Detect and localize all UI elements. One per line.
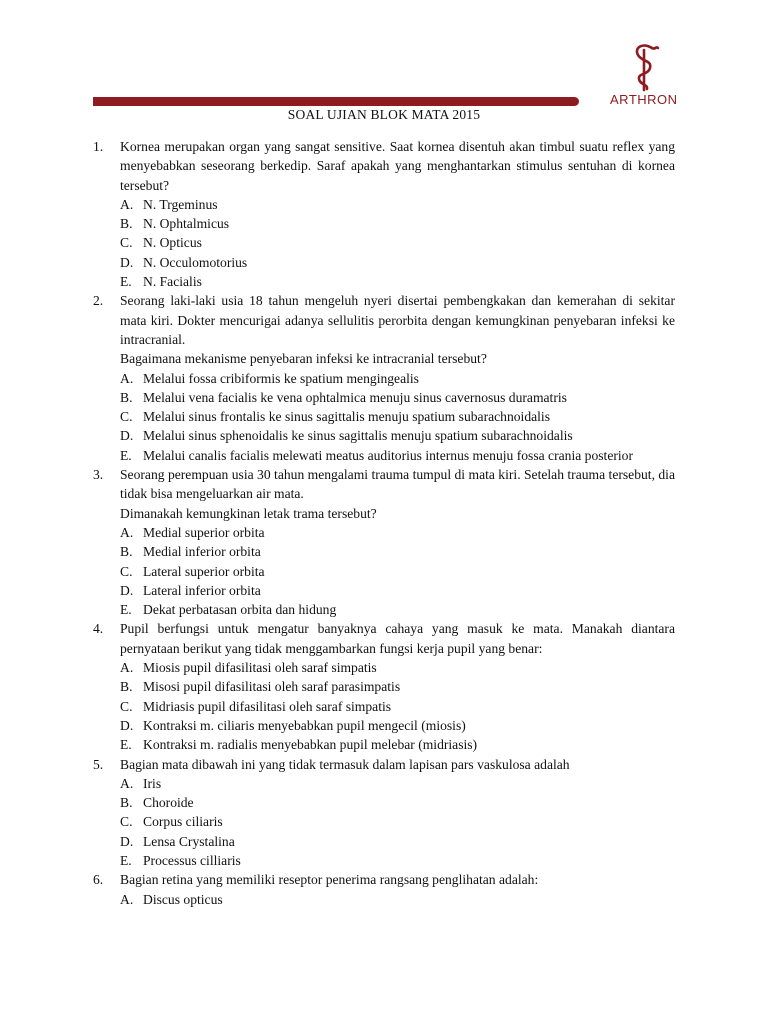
option-text: Iris [143, 775, 162, 791]
question-text: Pupil berfungsi untuk mengatur banyaknya cahaya yang masuk ke mata. Manakah diantara pernyataan berikut yang tidak menggambarkan fungsi kerja pupil yang benar: [120, 621, 675, 656]
answer-option [120, 832, 675, 851]
option-text: N. Ophtalmicus [143, 216, 230, 232]
question-text: Bagian mata dibawah ini yang tidak termasuk dalam lapisan pars vaskulosa adalah [120, 756, 570, 772]
caduceus-icon [622, 40, 666, 92]
option-letter: C. [120, 235, 133, 251]
option-text: Melalui fossa cribiformis ke spatium mengingealis [143, 370, 419, 386]
question-text: Bagaimana mekanisme penyebaran infeksi ke intracranial tersebut? [120, 351, 487, 367]
option-letter: D. [120, 254, 134, 270]
option-letter: D. [120, 833, 134, 849]
option-letter: C. [120, 814, 133, 830]
option-text: Melalui sinus sphenoidalis ke sinus sagittalis menuju spatium subarachnoidalis [143, 428, 573, 444]
option-letter: E. [120, 737, 132, 753]
answer-option [120, 523, 675, 542]
page-title: SOAL UJIAN BLOK MATA 2015 [287, 107, 481, 122]
option-letter: E. [120, 447, 132, 463]
option-text: Medial superior orbita [143, 524, 265, 540]
answer-option [120, 735, 675, 754]
option-list [120, 890, 675, 909]
question-text: Kornea merupakan organ yang sangat sensitive. Saat kornea disentuh akan timbul suatu reflex yang menyebabkan seseorang berkedip. Saraf apakah yang menghantarkan stimulus sentuhan di kornea tersebut? [120, 139, 675, 193]
option-text: Lateral superior orbita [143, 563, 265, 579]
answer-option [120, 890, 675, 909]
question-number: 2. [93, 293, 104, 309]
option-letter: A. [120, 660, 134, 676]
option-letter: E. [120, 274, 132, 290]
option-text: Kontraksi m. radialis menyebabkan pupil melebar (midriasis) [143, 737, 478, 753]
question-list [93, 137, 675, 909]
option-letter: C. [120, 698, 133, 714]
option-text: Dekat perbatasan orbita dan hidung [143, 602, 337, 618]
answer-option [120, 658, 675, 677]
header-rule [93, 97, 579, 106]
option-text: N. Opticus [143, 235, 202, 251]
answer-option [120, 426, 675, 445]
logo-text: ARTHRON [610, 92, 678, 107]
answer-option [120, 851, 675, 870]
option-text: Discus opticus [143, 891, 223, 907]
option-text: Lensa Crystalina [143, 833, 235, 849]
arthron-logo [608, 40, 688, 110]
question-number: 4. [93, 621, 104, 637]
question-number: 3. [93, 467, 104, 483]
answer-option [120, 388, 675, 407]
option-list [120, 369, 675, 465]
option-list [120, 195, 675, 291]
option-text: Choroide [143, 795, 194, 811]
question-number: 6. [93, 872, 104, 888]
option-list [120, 774, 675, 870]
answer-option [120, 562, 675, 581]
option-text: Processus cilliaris [143, 852, 241, 868]
option-letter: C. [120, 409, 133, 425]
option-letter: B. [120, 795, 133, 811]
option-letter: E. [120, 852, 132, 868]
option-text: Melalui sinus frontalis ke sinus sagittalis menuju spatium subarachnoidalis [143, 409, 551, 425]
option-letter: B. [120, 544, 133, 560]
answer-option [120, 446, 675, 465]
answer-option [120, 195, 675, 214]
option-letter: B. [120, 216, 133, 232]
question-4 [93, 619, 675, 754]
option-letter: A. [120, 891, 134, 907]
option-text: Melalui canalis facialis melewati meatus auditorius internus menuju fossa crania posterior [143, 447, 633, 463]
option-text: Lateral inferior orbita [143, 582, 261, 598]
option-text: N. Occulomotorius [143, 254, 248, 270]
option-letter: A. [120, 775, 134, 791]
answer-option [120, 233, 675, 252]
answer-option [120, 697, 675, 716]
question-number: 5. [93, 756, 104, 772]
answer-option [120, 774, 675, 793]
option-text: Corpus ciliaris [143, 814, 223, 830]
answer-option [120, 253, 675, 272]
question-1 [93, 137, 675, 291]
question-number: 1. [93, 139, 104, 154]
answer-option [120, 581, 675, 600]
question-6 [93, 870, 675, 909]
answer-option [120, 812, 675, 831]
answer-option [120, 272, 675, 291]
option-text: Misosi pupil difasilitasi oleh saraf parasimpatis [143, 679, 401, 695]
answer-option [120, 369, 675, 388]
option-text: N. Trgeminus [143, 196, 218, 212]
option-list [120, 658, 675, 754]
option-letter: B. [120, 679, 133, 695]
option-letter: B. [120, 389, 133, 405]
question-text: Seorang laki-laki usia 18 tahun mengeluh nyeri disertai pembengkakan dan kemerahan di sekitar mata kiri. Dokter mencurigai adanya sellulitis perorbita dengan kemungkinan penyebaran infeksi ke intracranial. [120, 293, 675, 347]
option-text: Melalui vena facialis ke vena ophtalmica menuju sinus cavernosus duramatris [143, 389, 567, 405]
option-text: N. Facialis [143, 274, 202, 290]
option-letter: E. [120, 602, 132, 618]
question-text: Dimanakah kemungkinan letak trama tersebut? [120, 505, 377, 521]
option-letter: A. [120, 370, 134, 386]
option-letter: D. [120, 717, 134, 733]
option-letter: A. [120, 524, 134, 540]
option-letter: A. [120, 196, 134, 212]
answer-option [120, 214, 675, 233]
option-list [120, 523, 675, 619]
option-letter: C. [120, 563, 133, 579]
option-text: Midriasis pupil difasilitasi oleh saraf simpatis [143, 698, 392, 714]
option-text: Medial inferior orbita [143, 544, 261, 560]
answer-option [120, 542, 675, 561]
answer-option [120, 716, 675, 735]
option-text: Kontraksi m. ciliaris menyebabkan pupil mengecil (miosis) [143, 717, 466, 733]
answer-option [120, 407, 675, 426]
question-text: Seorang perempuan usia 30 tahun mengalami trauma tumpul di mata kiri. Setelah trauma tersebut, dia tidak bisa mengeluarkan air mata. [120, 467, 675, 502]
option-letter: D. [120, 582, 134, 598]
question-2 [93, 291, 675, 465]
answer-option [120, 600, 675, 619]
question-5 [93, 755, 675, 871]
question-3 [93, 465, 675, 619]
option-letter: D. [120, 428, 134, 444]
question-text: Bagian retina yang memiliki reseptor penerima rangsang penglihatan adalah: [120, 872, 539, 888]
answer-option [120, 677, 675, 696]
answer-option [120, 793, 675, 812]
option-text: Miosis pupil difasilitasi oleh saraf simpatis [143, 660, 377, 676]
